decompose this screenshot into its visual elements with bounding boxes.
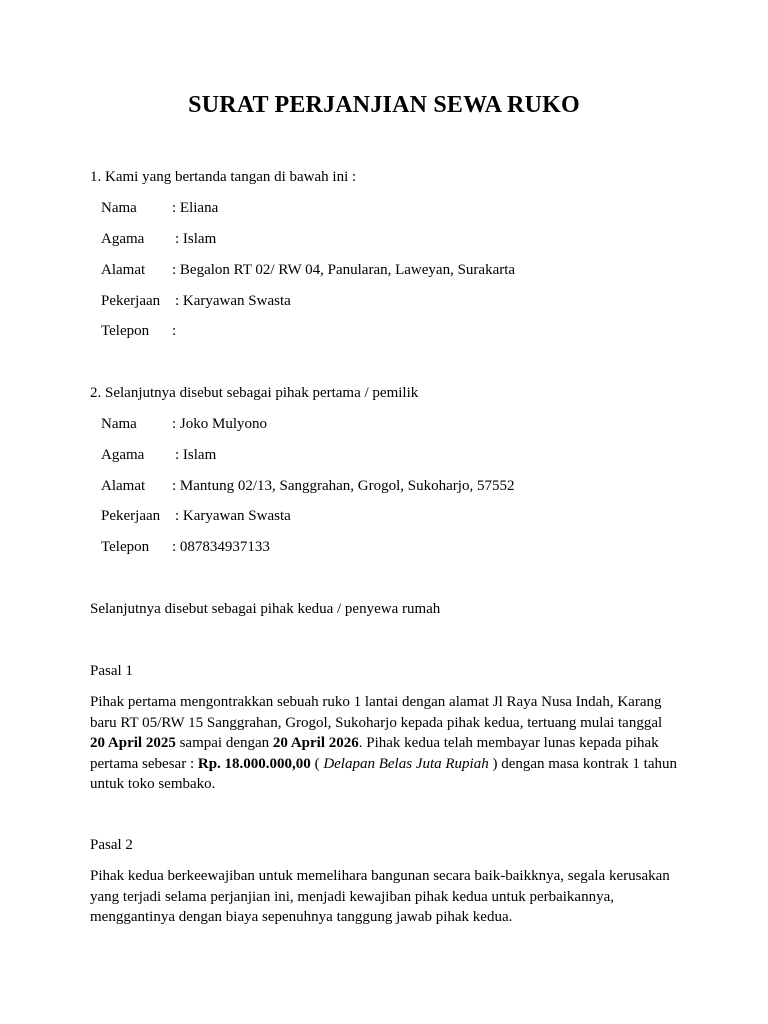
section2-label-telepon: Telepon (101, 539, 150, 555)
section2-value-nama: : Joko Mulyono (172, 416, 268, 432)
section1-value-alamat: : Begalon RT 02/ RW 04, Panularan, Laweyan, Surakarta (172, 262, 516, 278)
section1-label-nama: Nama (101, 200, 137, 216)
pasal1-date-end: 20 April 2026 (272, 735, 359, 751)
section2-label-agama: Agama (101, 447, 145, 463)
pasal1-text-e: ) dengan masa kontrak 1 tahun untuk toko sembako. (90, 755, 677, 792)
section1-label-pekerjaan: Pekerjaan (101, 293, 161, 309)
section1-value-pekerjaan: : Karyawan Swasta (175, 293, 291, 309)
pasal1-date-start: 20 April 2025 (90, 735, 176, 751)
section1-heading: 1. Kami yang bertanda tangan di bawah ini : (90, 169, 357, 185)
section1-label-alamat: Alamat (101, 262, 146, 278)
pasal1-amount: Rp. 18.000.000,00 (197, 755, 311, 772)
pasal1-text-b: sampai dengan (175, 735, 273, 751)
section2-label-alamat: Alamat (101, 478, 146, 494)
pasal1-text-a: Pihak pertama mengontrakkan sebuah ruko 1 lantai dengan alamat Jl Raya Nusa Indah, Karang baru RT 05/RW 15 Sanggrahan, Grogol, Sukoharjo kepada pihak kedua, tertuang mulai tanggal (90, 694, 663, 731)
pasal1-text-d: ( (310, 755, 324, 772)
section1-label-telepon: Telepon (101, 323, 150, 339)
section1-value-nama: : Eliana (172, 200, 219, 216)
section1-label-agama: Agama (101, 231, 145, 247)
document-title: SURAT PERJANJIAN SEWA RUKO (188, 92, 580, 118)
section2-value-alamat: : Mantung 02/13, Sanggrahan, Grogol, Sukoharjo, 57552 (172, 478, 515, 494)
pasal2-heading: Pasal 2 (90, 837, 133, 853)
section2-label-nama: Nama (101, 416, 137, 432)
closing-line: Selanjutnya disebut sebagai pihak kedua / penyewa rumah (90, 601, 441, 617)
section2-value-telepon: : 087834937133 (172, 539, 270, 555)
section1-value-telepon: : (172, 323, 177, 339)
pasal1-paragraph (90, 692, 680, 795)
section2-value-agama: : Islam (175, 447, 217, 463)
pasal1-heading: Pasal 1 (90, 663, 133, 679)
section1-value-agama: : Islam (175, 231, 217, 247)
section2-label-pekerjaan: Pekerjaan (101, 508, 161, 524)
pasal1-text-c: . Pihak kedua telah membayar lunas kepada pihak pertama sebesar : (90, 735, 659, 772)
section2-heading: 2. Selanjutnya disebut sebagai pihak pertama / pemilik (90, 385, 419, 401)
section2-value-pekerjaan: : Karyawan Swasta (175, 508, 291, 524)
pasal1-amount-words: Delapan Belas Juta Rupiah (323, 755, 489, 772)
pasal2-paragraph: Pihak kedua berkeewajiban untuk memelihara bangunan secara baik-baikknya, segala kerusakan yang terjadi selama perjanjian ini, menjadi kewajiban pihak kedua untuk perbaikannya, menggantinya dengan biaya sepenuhnya tanggung jawab pihak kedua. (90, 868, 670, 925)
